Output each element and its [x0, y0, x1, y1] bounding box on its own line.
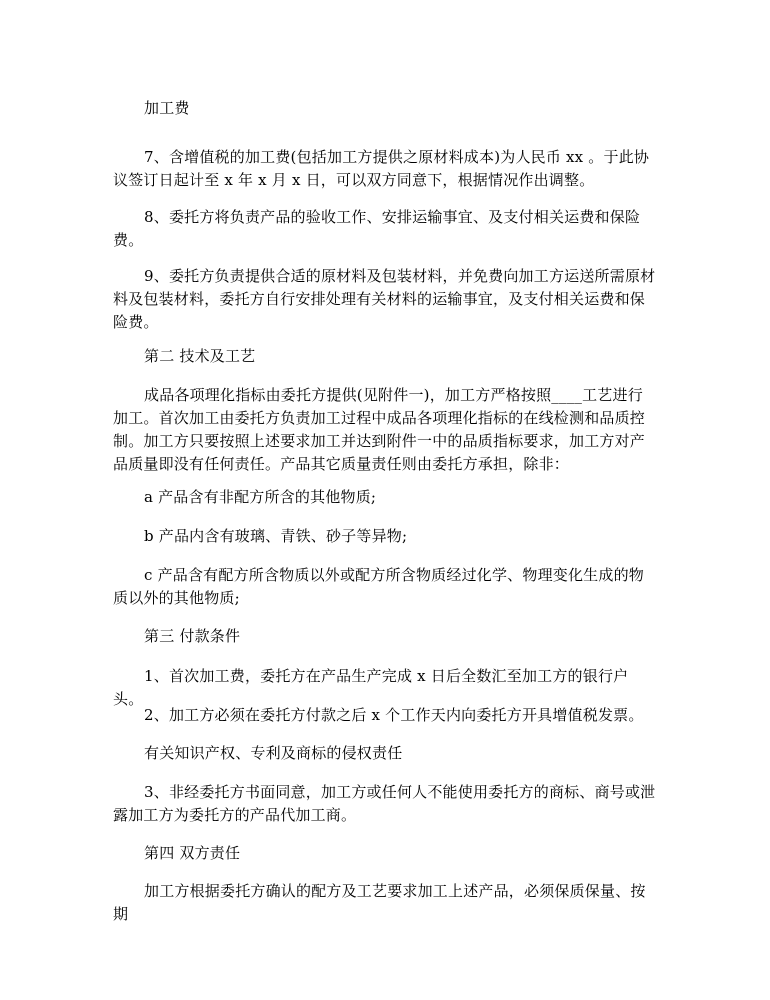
payment-clause-1: 1、首次加工费，委托方在产品生产完成 x 日后全数汇至加工方的银行户头。: [113, 667, 629, 708]
ip-clause-3: 3、非经委托方书面同意，加工方或任何人不能使用委托方的商标、商号或泄露加工方为委托方的产品代加工商。: [113, 783, 656, 824]
section-heading-technology: 第二 技术及工艺: [144, 347, 256, 365]
clause-8-paragraph: 8、委托方将负责产品的验收工作、安排运输事宜、及支付相关运费和保险费。: [113, 208, 641, 249]
clause-9-paragraph: 9、委托方负责提供合适的原材料及包装材料，并免费向加工方运送所需原材料及包装材料，委托方自行安排处理有关材料的运输事宜，及支付相关运费和保险费。: [113, 267, 656, 331]
section-heading-responsibilities: 第四 双方责任: [144, 844, 241, 862]
section-heading-payment: 第三 付款条件: [144, 627, 241, 645]
clause-7-paragraph: 7、含增值税的加工费(包括加工方提供之原材料成本)为人民币 xx 。于此协议签订日起计至 x 年 x 月 x 日，可以双方同意下，根据情况作出调整。: [113, 148, 650, 189]
payment-clause-2: 2、加工方必须在委托方付款之后 x 个工作天内向委托方开具增值税发票。: [144, 706, 644, 724]
technology-paragraph: 成品各项理化指标由委托方提供(见附件一)，加工方严格按照____工艺进行加工。首次加工由委托方负责加工过程中成品各项理化指标的在线检测和品质控制。加工方只要按照上述要求加工并达到附件一中的品质指标要求，加工方对产品质量即没有任何责任。产品其它质量责任则由委托方承担，除非：: [113, 386, 646, 473]
section-heading-processing-fee: 加工费: [144, 99, 190, 117]
section-heading-ip: 有关知识产权、专利及商标的侵权责任: [144, 744, 403, 762]
exception-b-item: b 产品内含有玻璃、青铁、砂子等异物;: [144, 527, 408, 545]
exception-c-item: c 产品含有配方所含物质以外或配方所含物质经过化学、物理变化生成的物质以外的其他物质;: [113, 566, 644, 607]
exception-a-item: a 产品含有非配方所含的其他物质;: [144, 488, 377, 506]
responsibilities-paragraph: 加工方根据委托方确认的配方及工艺要求加工上述产品，必须保质保量、按期: [113, 882, 646, 923]
